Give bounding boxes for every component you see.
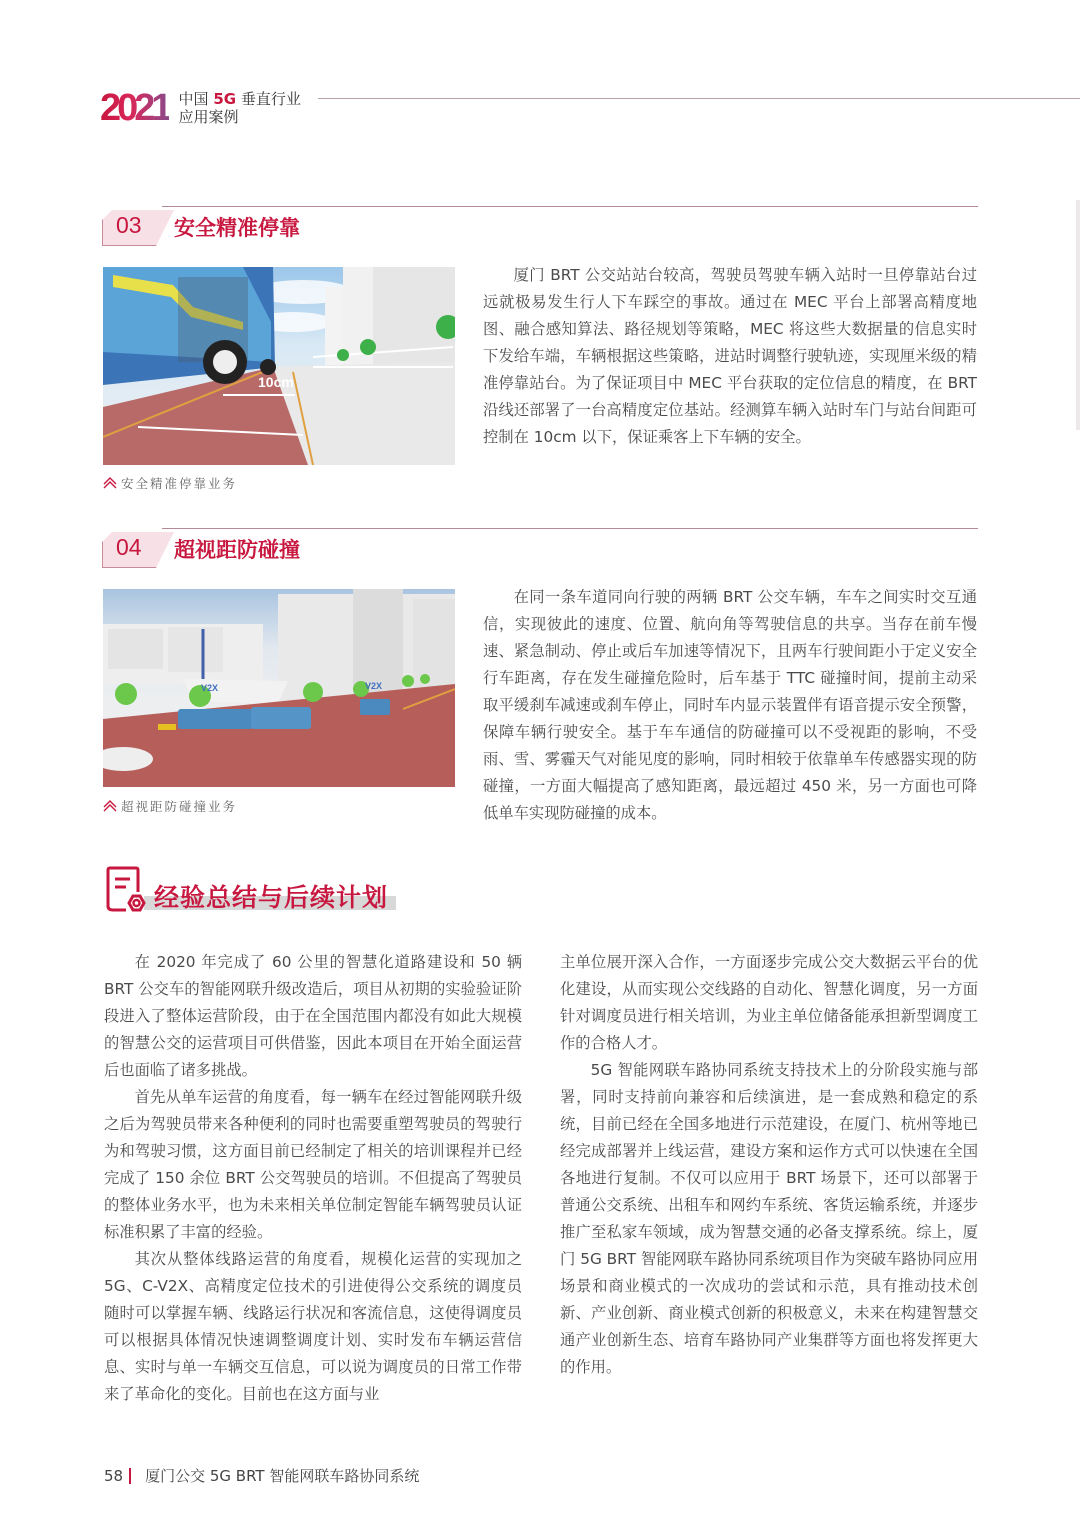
section-03-header (102, 206, 978, 246)
section-title: 超视距防碰撞 (174, 538, 300, 562)
section-divider (162, 528, 978, 529)
publication-header (100, 86, 301, 130)
page-number: 58 (104, 1466, 124, 1485)
section-number: 04 (116, 534, 142, 560)
collision-avoidance-image (103, 589, 455, 787)
section-04-paragraph: 在同一条车道同向行驶的两辆 BRT 公交车辆，车车之间实时交互通信，实现彼此的速度、位置、航向角等驾驶信息的共享。当存在前车慢速、紧急制动、停止或后车加速等情况下，且两车行驶间距小于定义安全行车距离，存在发生碰撞危险时，后车基于 TTC 碰撞时间，提前主动采取平缓刹车减速或刹车停止，同时车内显示装置伴有语音提示安全预警，保障车辆行驶安全。基于车车通信的防碰撞可以不受视距的影响，不受雨、雪、雾霾天气对能见度的影响，同时相较于依靠单车传感器实现的防碰撞，一方面大幅提高了感知距离，最远超过 450 米，另一方面也可降低单车实现防碰撞的成本。 (483, 588, 977, 822)
footer-title: 厦门公交 5G BRT 智能网联车路协同系统 (145, 1467, 420, 1485)
summary-left-column: 在 2020 年完成了 60 公里的智慧化道路建设和 50 辆 BRT 公交车的智能网联升级改造后，项目从初期的实验验证阶段进入了整体运营阶段，由于在全国范围内都没有如此大规模的智慧公交的运营项目可供借鉴，因此本项目在开始全面运营后也面临了诸多挑战。 首先从单车运营的角度看，每一辆车在经过智能网联升级之后为驾驶员带来各种便利的同时也需要重塑驾驶员的驾驶行为和驾驶习惯，这方面目前已经制定了相关的培训课程并已经完成了 150 余位 BRT 公交驾驶员的培训。不但提高了驾驶员的整体业务水平，也为未来相关单位制定智能车辆驾驶员认证标准积累了丰富的经验。 其次从整体线路运营的角度看，规模化运营的实现加之 5G、C-V2X、高精度定位技术的引进使得公交系统的调度员随时可以掌握车辆、线路运行状况和客流信息，这使得调度员可以根据具体情况快速调整调度计划、实时发布车辆运营信息、实时与单一车辆交互信息，可以说为调度员的日常工作带来了革命化的变化。目前也在这方面与业 (104, 953, 522, 1403)
section-number: 03 (116, 212, 142, 238)
caption-chevron-icon (103, 477, 117, 489)
caption-chevron-icon (103, 800, 117, 812)
bus-docking-illustration (103, 267, 455, 465)
summary-header (104, 864, 396, 916)
figure-caption: 安全精准停靠业务 (103, 474, 237, 492)
section-04-header (102, 528, 978, 568)
svg-text:V2X: V2X (201, 683, 219, 693)
figure-caption: 超视距防碰撞业务 (103, 797, 237, 815)
document-gear-icon (104, 866, 146, 914)
gap-label: 10cm (258, 374, 294, 390)
header-5g: 5G (213, 90, 237, 108)
summary-title: 经验总结与后续计划 (154, 883, 389, 912)
summary-right-column: 主单位展开深入合作，一方面逐步完成公交大数据云平台的优化建设，从而实现公交线路的自动化、智慧化调度，另一方面针对调度员进行相关培训，为业主单位储备能承担新型调度工作的合格人才。 5G 智能网联车路协同系统支持技术上的分阶段实施与部署，同时支持前向兼容和后续演进，是一套成熟和稳定的系统，目前已经在全国多地进行示范建设，在厦门、杭州等地已经完成部署并上线运营，建设方案和运作方式可以快速在全国各地进行复制。不仅可以应用于 BRT 场景下，还可以部署于普通公交系统、出租车和网约车系统、客货运输系统，并逐步推广至私家车领域，成为智慧交通的必备支撑系统。综上，厦门 5G BRT 智能网联车路协同系统项目作为突破车路协同应用场景和商业模式的一次成功的尝试和示范，具有推动技术创新、产业创新、商业模式创新的积极意义，未来在构建智慧交通产业创新生态、培育车路协同产业集群等方面也将发挥更大的作用。 (560, 953, 978, 1376)
page-footer (104, 1465, 419, 1486)
section-title: 安全精准停靠 (174, 216, 300, 240)
svg-text:V2X: V2X (365, 681, 383, 691)
section-divider (162, 206, 978, 207)
footer-separator (129, 1468, 131, 1484)
v2x-buses-illustration (103, 589, 455, 787)
page-edge-strip (1076, 200, 1080, 430)
header-title: 中国 5G 垂直行业 应用案例 (178, 90, 301, 126)
header-year: 2021 (100, 87, 169, 129)
precise-docking-image (103, 267, 455, 465)
section-03-paragraph: 厦门 BRT 公交站站台较高，驾驶员驾驶车辆入站时一旦停靠站台过远就极易发生行人下车踩空的事故。通过在 MEC 平台上部署高精度地图、融合感知算法、路径规划等策略，MEC 将这些大数据量的信息实时下发给车端，车辆根据这些策略，进站时调整行驶轨迹，实现厘米级的精准停靠站台。为了保证项目中 MEC 平台获取的定位信息的精度，在 BRT 沿线还部署了一台高精度定位基站。经测算车辆入站时车门与站台间距可控制在 10cm 以下，保证乘客上下车辆的安全。 (483, 266, 977, 446)
header-divider (318, 98, 1080, 99)
